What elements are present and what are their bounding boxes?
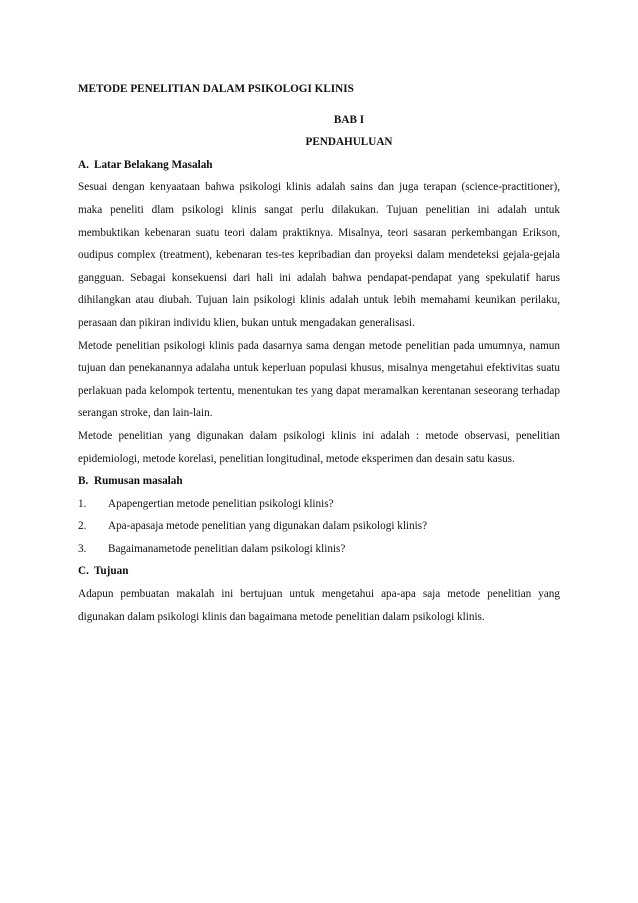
section-b-title: Rumusan masalah — [94, 475, 183, 488]
section-a-heading — [78, 154, 560, 177]
research-questions-list — [78, 493, 560, 561]
list-item-number: 2. — [78, 520, 87, 533]
section-c-paragraph: Adapun pembuatan makalah ini bertujuan untuk mengetahui apa-apa saja metode penelitian yang digunakan dalam psikologi klinis dan bagaimana metode penelitian dalam psikologi klinis. — [78, 588, 560, 623]
section-c-letter: C. — [78, 565, 89, 578]
section-a-letter: A. — [78, 158, 89, 171]
section-b-letter: B. — [78, 475, 89, 488]
section-a-paragraph-2: Metode penelitian psikologi klinis pada dasarnya sama dengan metode penelitian pada umumnya, namun tujuan dan penekanannya adalaha untuk keperluan populasi khusus, misalnya mengetahui efektivitas suatu perlakuan pada kelompok tertentu, menentukan tes yang dapat meramalkan kerentanan seseorang terhadap serangan stroke, dan lain-lain. — [78, 339, 560, 420]
list-item — [78, 515, 560, 538]
chapter-title: PENDAHULUAN — [305, 136, 393, 149]
list-item-number: 3. — [78, 542, 87, 555]
chapter-number: BAB I — [333, 113, 365, 126]
section-c-title: Tujuan — [94, 565, 129, 578]
list-item-text: Apa-apasaja metode penelitian yang digunakan dalam psikologi klinis? — [108, 520, 428, 533]
section-a-paragraph-3: Metode penelitian yang digunakan dalam psikologi klinis ini adalah : metode observasi, penelitian epidemiologi, metode korelasi, penelitian longitudinal, metode eksperimen dan desain satu kasus. — [78, 429, 560, 465]
section-b-heading — [78, 470, 560, 493]
list-item — [78, 538, 560, 561]
section-c-heading — [78, 560, 560, 583]
section-a-paragraph-1: Sesuai dengan kenyaataan bahwa psikologi klinis adalah sains dan juga terapan (science-practitioner), maka peneliti dlam psikologi klinis sangat perlu dilakukan. Tujuan penelitian ini adalah untuk membuktikan kebenaran suatu teori dalam praktiknya. Misalnya, teori sasaran perkembangan Erikson, oudipus complex (treatment), kebenaran tes-tes kepribadian dan proyeksi dalam mendeteksi gejala-gejala gangguan. Sebagai konsekuensi dari hali ini adalah bahwa pendapat-pendapat yang spekulatif harus dihilangkan atau diubah. Tujuan lain psikologi klinis adalah untuk lebih memahami keunikan perilaku, perasaan dan pikiran individu klien, bukan untuk mengadakan generalisasi. — [78, 181, 560, 329]
list-item-text: Apapengertian metode penelitian psikologi klinis? — [108, 497, 334, 510]
list-item-number: 1. — [78, 497, 87, 510]
list-item — [78, 493, 560, 516]
section-a-title: Latar Belakang Masalah — [94, 158, 213, 171]
document-page — [78, 78, 560, 628]
document-title: METODE PENELITIAN DALAM PSIKOLOGI KLINIS — [78, 83, 354, 95]
list-item-text: Bagaimanametode penelitian dalam psikologi klinis? — [108, 542, 346, 555]
